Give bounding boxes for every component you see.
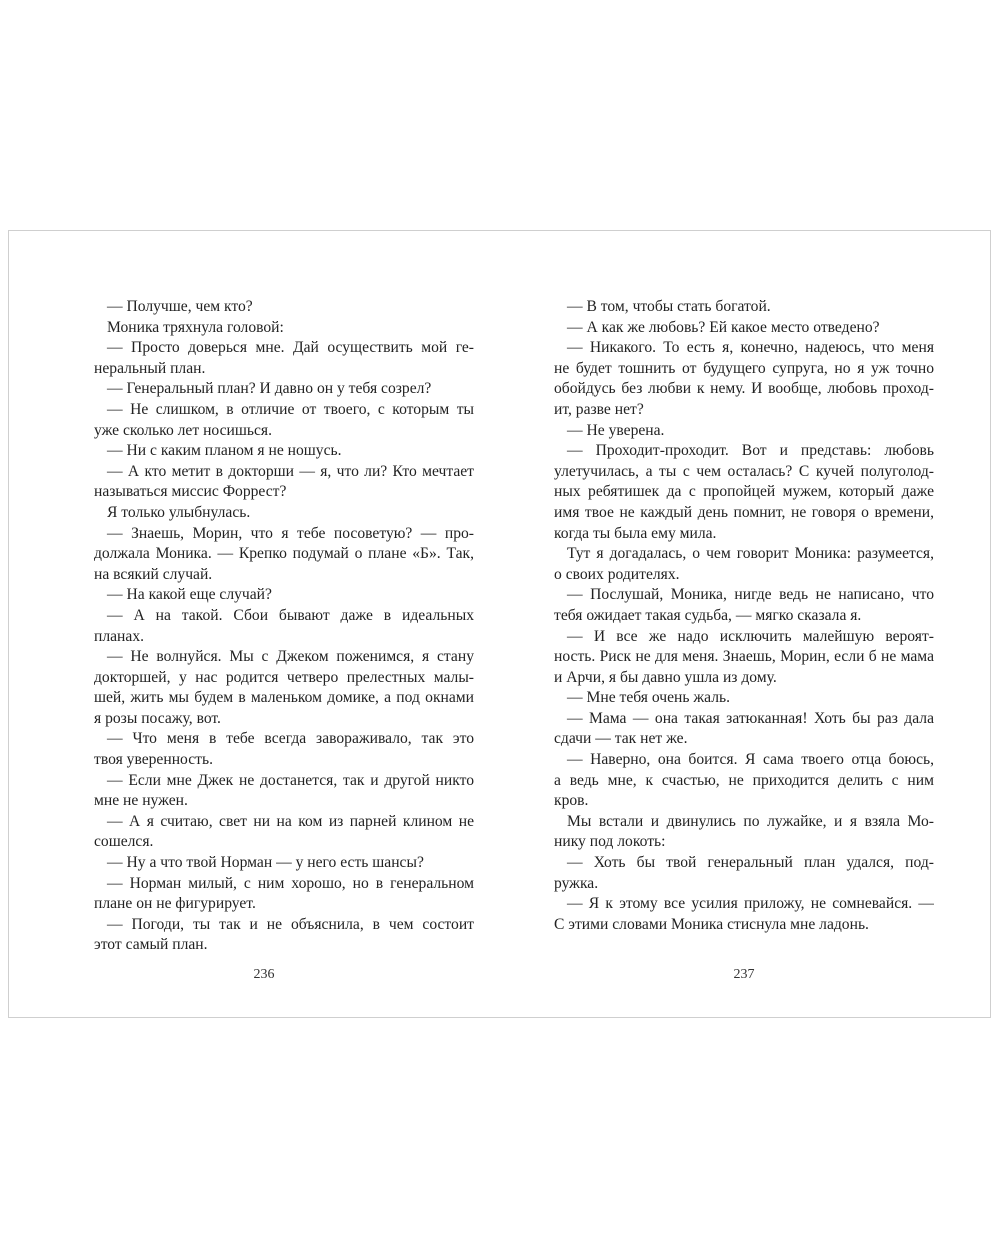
text-line: ных ребятишек да с пропойцей мужем, который даже xyxy=(554,483,934,501)
text-line: сошелся. xyxy=(94,833,154,851)
text-line: — Проходит-проходит. Вот и представь: любовь xyxy=(567,442,934,460)
left-page-number: 236 xyxy=(253,967,275,982)
text-line: Мы встали и двинулись по лужайке, и я взяла Мо- xyxy=(567,812,934,830)
text-line: обойдусь без любви к нему. И вообще, любовь проход- xyxy=(554,380,934,398)
text-line: о своих родителях. xyxy=(554,565,680,583)
text-line: — Мне тебя очень жаль. xyxy=(567,689,731,707)
text-line: я розы посажу, вот. xyxy=(94,709,221,727)
text-line: — Послушай, Моника, нигде ведь не написано, что xyxy=(567,586,934,604)
text-line: сдачи — так нет же. xyxy=(554,730,688,748)
text-line: шей, жить мы будем в маленьком домике, а под окнами xyxy=(94,689,474,707)
text-line: неральный план. xyxy=(94,359,206,377)
text-line: — И все же надо исключить малейшую вероят- xyxy=(567,627,934,645)
text-line: не будет тошнить от будущего супруга, но я уж точно xyxy=(554,359,934,377)
text-line: ружка. xyxy=(554,874,599,892)
text-line: докторшей, у нас родится четверо прелестных малы- xyxy=(94,668,474,686)
text-line: и Арчи, я бы давно ушла из дому. xyxy=(554,668,777,686)
text-line: — Никакого. То есть я, конечно, надеюсь, что меня xyxy=(567,339,934,357)
text-line: — Не волнуйся. Мы с Джеком поженимся, я стану xyxy=(107,648,474,666)
text-line: когда ты была ему мила. xyxy=(554,524,717,542)
text-line: кров. xyxy=(554,792,589,810)
text-line: — А кто метит в докторши — я, что ли? Кто мечтает xyxy=(107,462,474,480)
text-line: — Я к этому все усилия приложу, не сомневайся. — xyxy=(567,895,934,913)
right-page xyxy=(554,297,934,935)
text-line: тебя ожидает такая судьба, — мягко сказала я. xyxy=(554,606,862,624)
text-line: улетучилась, а ты с чем осталась? С кучей полуголод- xyxy=(554,462,934,480)
text-line: нику под локоть: xyxy=(554,833,666,851)
text-line: — А как же любовь? Ей какое место отведено? xyxy=(567,318,880,336)
text-line: — А я считаю, свет ни на ком из парней клином не xyxy=(107,812,474,830)
text-line: — Просто доверься мне. Дай осуществить мой ге- xyxy=(107,339,474,357)
text-line: имя твое не каждый день помнит, не говоря о времени, xyxy=(554,503,934,521)
text-line: планах. xyxy=(94,627,145,645)
right-page-number: 237 xyxy=(733,967,755,982)
text-line: — Наверно, она боится. Я сама твоего отца боюсь, xyxy=(567,751,934,769)
text-line: — Погоди, ты так и не объяснила, в чем состоит xyxy=(107,915,474,933)
text-line: — В том, чтобы стать богатой. xyxy=(567,298,771,315)
text-line: — Норман милый, с ним хорошо, но в генеральном xyxy=(107,874,474,892)
text-line: — Знаешь, Морин, что я тебе посоветую? — про- xyxy=(107,524,474,542)
text-line: мне не нужен. xyxy=(94,792,188,810)
text-line: должала Моника. — Крепко подумай о плане «Б». Так, xyxy=(94,545,474,563)
text-line: — А на такой. Сбои бывают даже в идеальных xyxy=(107,606,474,624)
right-page-text xyxy=(554,297,934,935)
text-line: — Мама — она такая затюканная! Хоть бы раз дала xyxy=(567,709,934,727)
text-line: — Ни с каким планом я не ношусь. xyxy=(107,442,342,460)
text-line: С этими словами Моника стиснула мне ладонь. xyxy=(554,915,869,933)
text-line: Тут я догадалась, о чем говорит Моника: разумеется, xyxy=(567,545,934,563)
text-line: — Получше, чем кто? xyxy=(107,298,253,315)
left-page-text xyxy=(94,297,474,956)
book-spread xyxy=(8,230,991,1018)
text-line: — Генеральный план? И давно он у тебя созрел? xyxy=(107,380,432,398)
text-line: — Не уверена. xyxy=(567,421,665,439)
text-line: — Если мне Джек не достанется, так и другой никто xyxy=(107,771,474,789)
text-line: плане он не фигурирует. xyxy=(94,895,256,913)
text-line: — На какой еще случай? xyxy=(107,586,272,604)
text-line: уже сколько лет носишься. xyxy=(94,421,272,439)
text-line: — Не слишком, в отличие от твоего, с которым ты xyxy=(107,400,474,418)
left-page xyxy=(94,297,474,956)
text-line: твоя уверенность. xyxy=(94,751,213,769)
text-line: — Ну а что твой Норман — у него есть шансы? xyxy=(107,854,424,872)
text-line: ность. Риск не для меня. Знаешь, Морин, если б не мама xyxy=(554,648,934,666)
text-line: этот самый план. xyxy=(94,936,208,954)
text-line: Моника тряхнула головой: xyxy=(107,318,284,336)
text-line: — Хоть бы твой генеральный план удался, под- xyxy=(567,854,934,872)
text-line: ит, разве нет? xyxy=(554,400,644,418)
text-line: на всякий случай. xyxy=(94,565,213,583)
text-line: Я только улыбнулась. xyxy=(107,503,251,521)
text-line: а ведь мне, к счастью, не приходится делить с ним xyxy=(554,771,934,789)
text-line: называться миссис Форрест? xyxy=(94,483,287,501)
text-line: — Что меня в тебе всегда завораживало, так это xyxy=(107,730,474,748)
